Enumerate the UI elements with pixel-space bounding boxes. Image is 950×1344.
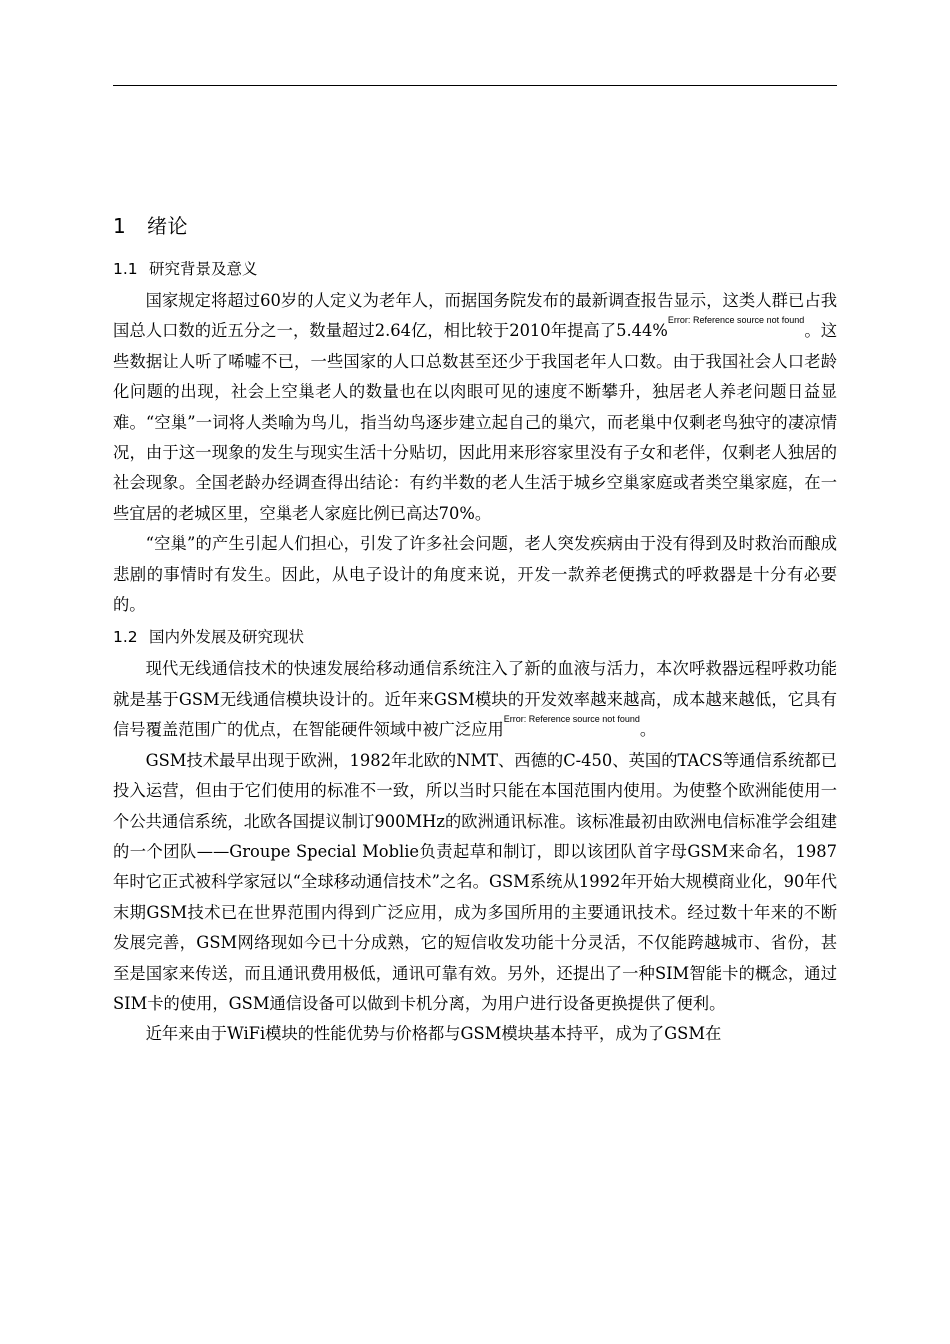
section-title: 研究背景及意义 <box>149 260 258 278</box>
paragraph: “空巢”的产生引起人们担心，引发了许多社会问题，老人突发疾病由于没有得到及时救治而酿成悲剧的事情时有发生。因此，从电子设计的角度来说，开发一款养老便携式的呼救器是十分有必要的。 <box>113 534 837 615</box>
chapter-number: 1 <box>113 214 127 238</box>
citation-error: Error: Reference source not found <box>503 714 640 725</box>
section-number: 1.2 <box>113 628 138 647</box>
chapter-title: 绪论 <box>147 214 188 238</box>
chapter-heading <box>113 210 837 242</box>
header-rule <box>113 85 837 86</box>
section-heading-1-2 <box>113 620 837 654</box>
section-title: 国内外发展及研究现状 <box>149 628 305 647</box>
paragraph-text: 现代无线通信技术的快速发展给移动通信系统注入了新的血液与活力，本次呼救器远程呼救功能就是基于GSM无线通信模块设计的。近年来GSM模块的开发效率越来越高，成本越来越低，它具有信号覆盖范围广的优点，在智能硬件领域中被广泛应用 <box>113 659 837 740</box>
paragraph <box>113 286 837 529</box>
paragraph-text: 。这些数据让人听了唏嘘不已，一些国家的人口总数甚至还少于我国老年人口数。由于我国社会人口老龄化问题的出现，社会上空巢老人的数量也在以肉眼可见的速度不断攀升，独居老人养老问题日益显难。“空巢”一词将人类喻为鸟儿，指当幼鸟逐步建立起自己的巢穴，而老巢中仅剩老鸟独守的凄凉情况，由于这一现象的发生与现实生活十分贴切，因此用来形容家里没有子女和老伴，仅剩老人独居的社会现象。全国老龄办经调查得出结论：有约半数的老人生活于城乡空巢家庭或者类空巢家庭，在一些宜居的老城区里，空巢老人家庭比例已高达70%。 <box>113 321 837 523</box>
paragraph: GSM技术最早出现于欧洲，1982年北欧的NMT、西德的C-450、英国的TACS等通信系统都已投入运营，但由于它们使用的标准不一致，所以当时只能在本国范围内使用。为使整个欧洲能使用一个公共通信系统，北欧各国提议制订900MHz的欧洲通讯标准。该标准最初由欧洲电信标准学会组建的一个团队——Groupe Special Moblie负责起草和制订，即以该团队首字母GSM来命名，1987年时它正式被科学家冠以“全球移动通信技术”之名。GSM系统从1992年开始大规模商业化，90年代末期GSM技术已在世界范围内得到广泛应用，成为多国所用的主要通讯技术。经过数十年来的不断发展完善，GSM网络现如今已十分成熟，它的短信收发功能十分灵活，不仅能跨越城市、省份，甚至是国家来传送，而且通讯费用极低，通讯可靠有效。另外，还提出了一种SIM智能卡的概念，通过SIM卡的使用，GSM通信设备可以做到卡机分离，为用户进行设备更换提供了便利。 <box>113 750 837 1013</box>
document-body <box>113 210 837 1050</box>
paragraph-text: 。 <box>639 720 657 740</box>
paragraph <box>113 654 837 745</box>
citation-error: Error: Reference source not found <box>667 315 805 326</box>
section-number: 1.1 <box>113 260 138 278</box>
section-heading-1-1 <box>113 252 837 286</box>
paragraph: 近年来由于WiFi模块的性能优势与价格都与GSM模块基本持平，成为了GSM在 <box>145 1024 722 1044</box>
paragraph-text: 国家规定将超过60岁的人定义为老年人，而据国务院发布的最新调查报告显示，这类人群已占我国总人口数的近五分之一，数量超过2.64亿，相比较于2010年提高了5.44% <box>113 291 837 341</box>
